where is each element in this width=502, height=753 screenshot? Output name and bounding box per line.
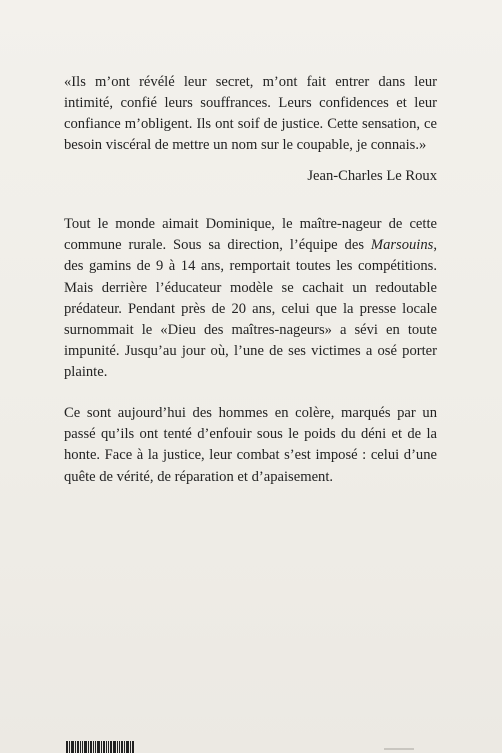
- epigraph-quote: «Ils m’ont révélé leur secret, m’ont fait entrer dans leur intimité, confié leurs souffrances. Leurs confidences et leur confiance m’obligent. Ils ont soif de justice. Cette sensation, ce besoin viscéral de mettre un nom sur le coupable, je connais.»: [64, 74, 437, 153]
- barcode-icon: [66, 741, 146, 753]
- paragraph-1-text-start: Tout le monde aimait Dominique, le maître-nageur de cette commune rurale. Sous sa direction, l’équipe des: [64, 216, 437, 254]
- paragraph-1-text-end: , des gamins de 9 à 14 ans, remportait toutes les compétitions. Mais derrière l’éducateur modèle se cachait un redoutable prédateur. Pendant près de 20 ans, celui que la presse locale surnommait le «Dieu des maîtres-nageurs» a sévi en toute impunité. Jusqu’au jour où, l’une de ses victimes a osé porter plainte.: [64, 237, 437, 381]
- summary-paragraph-2: Ce sont aujourd’hui des hommes en colère, marqués par un passé qu’ils ont tenté d’enfouir sous le poids du déni et de la honte. Face à la justice, leur combat s’est imposé : celui d’une quête de vérité, de réparation et d’apaisement.: [64, 405, 437, 485]
- quote-author: Jean-Charles Le Roux: [307, 168, 437, 184]
- bottom-edge-mark: [384, 748, 414, 750]
- team-name-italic: Marsouins: [370, 237, 434, 254]
- summary-paragraph-1: [64, 214, 437, 384]
